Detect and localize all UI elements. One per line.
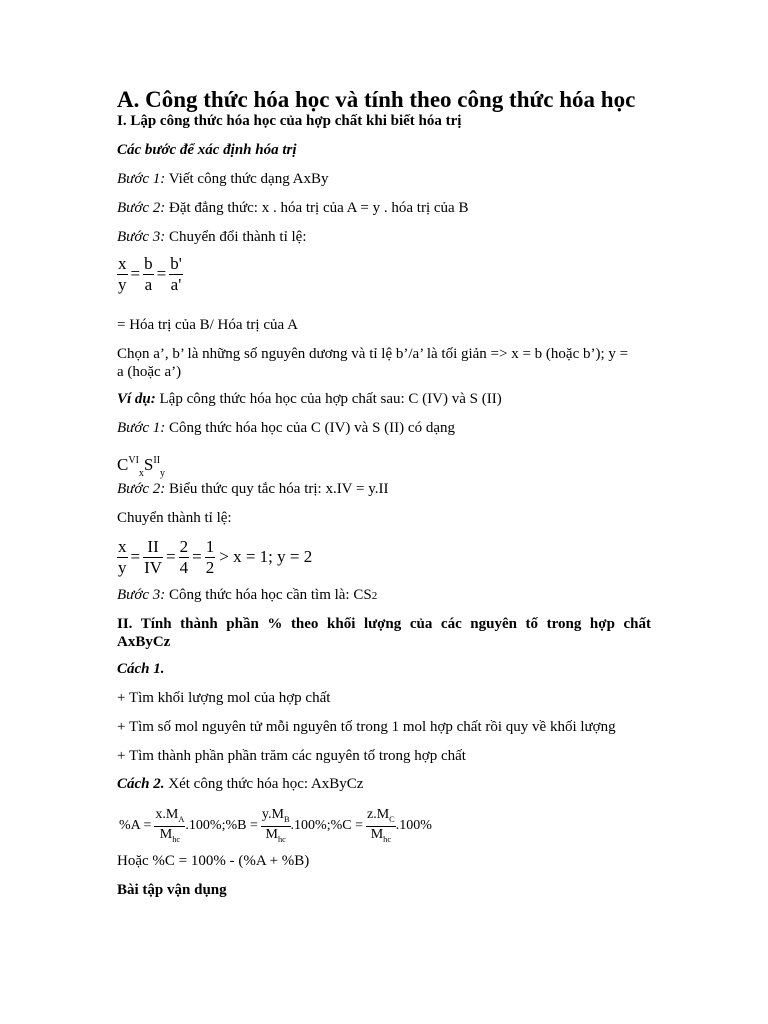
denominator — [159, 828, 181, 845]
alternative-formula: Hoặc %C = 100% - (%A + %B) — [117, 853, 310, 869]
percent-b-tail: .100%; — [290, 818, 331, 834]
step-2 — [117, 199, 651, 217]
choose-text-line-2: a (hoặc a’) — [117, 364, 182, 380]
ratio-formula-1 — [117, 255, 183, 294]
fraction-x-y — [117, 255, 128, 294]
example-step-3-label: Bước 3: — [117, 587, 166, 603]
equals-sign: = — [130, 264, 141, 284]
method-1-bullet-1: + Tìm khối lượng mol của hợp chất — [117, 690, 331, 706]
ratio-formula-2 — [117, 538, 315, 577]
fraction-1-2 — [205, 538, 216, 577]
equals-sign: = — [156, 264, 167, 284]
denominator — [370, 828, 392, 845]
percent-a-tail: .100%; — [185, 818, 226, 834]
equals-sign: = — [166, 547, 176, 567]
numerator: b' — [170, 254, 182, 273]
section-2-heading-line-1: II. Tính thành phần % theo khối lượng của các nguyên tố trong hợp chất — [117, 616, 651, 632]
denominator: y — [118, 274, 127, 294]
fraction-bp-ap — [169, 255, 183, 294]
fraction-b — [261, 808, 291, 844]
denominator: a' — [170, 274, 182, 294]
denominator-text: M — [370, 826, 384, 842]
section-2-heading-line-2: AxByCz — [117, 634, 171, 650]
numerator: II — [147, 537, 159, 556]
denominator-subscript: hc — [277, 834, 286, 844]
example-step-1-text: Công thức hóa học của C (IV) và S (II) có dạng — [165, 420, 455, 436]
percent-a-label: %A = — [119, 818, 152, 834]
step-1 — [117, 170, 651, 188]
numerator — [154, 808, 185, 825]
denominator-text: M — [159, 826, 173, 842]
example-step-1 — [117, 419, 651, 437]
denominator-subscript: hc — [383, 834, 392, 844]
example-step-3 — [117, 586, 651, 605]
valence-c: VI — [128, 455, 139, 466]
choose-text-line-1: Chọn a’, b’ là những số nguyên dương và tỉ lệ b’/a’ là tối giản => x = b (hoặc b’); y = — [117, 346, 629, 362]
example-text: Lập công thức hóa học của hợp chất sau: C (IV) và S (II) — [155, 391, 502, 407]
percent-c-label: %C = — [330, 818, 363, 834]
valence-s: II — [153, 455, 161, 466]
denominator: IV — [144, 557, 163, 577]
method-2-text: Xét công thức hóa học: AxByCz — [164, 776, 364, 792]
step-3-label: Bước 3: — [117, 229, 166, 245]
method-2 — [117, 775, 651, 793]
step-1-label: Bước 1: — [117, 171, 166, 187]
numerator-text: y.M — [261, 807, 284, 822]
convert-text: Chuyển thành tỉ lệ: — [117, 510, 232, 526]
denominator: 2 — [205, 557, 215, 577]
result-text: > x = 1; y = 2 — [219, 547, 313, 567]
percent-b-label: %B = — [225, 818, 258, 834]
equals-sign: = — [192, 547, 202, 567]
section-1-heading: I. Lập công thức hóa học của hợp chất khi biết hóa trị — [117, 113, 462, 129]
subscript-x: x — [138, 468, 144, 479]
denominator: a — [144, 274, 153, 294]
method-1-bullet-2: + Tìm số mol nguyên tử mỗi nguyên tố trong 1 mol hợp chất rồi quy về khối lượng — [117, 719, 616, 735]
example-label: Ví dụ: — [117, 391, 156, 407]
numerator — [366, 808, 396, 825]
example-step-1-label: Bước 1: — [117, 420, 166, 436]
numerator: 1 — [205, 537, 215, 556]
numerator: x — [118, 537, 127, 556]
denominator — [265, 828, 287, 845]
numerator: x — [118, 254, 127, 273]
numerator-text: x.M — [155, 807, 179, 822]
step-3 — [117, 228, 651, 246]
fraction-x-y — [117, 538, 128, 577]
example-step-2-text: Biểu thức quy tắc hóa trị: x.IV = y.II — [165, 481, 389, 497]
step-2-label: Bước 2: — [117, 200, 166, 216]
method-1-bullet-3: + Tìm thành phần phần trăm các nguyên tố trong hợp chất — [117, 748, 466, 764]
fraction-ii-iv — [143, 538, 163, 577]
numerator-text: z.M — [367, 807, 390, 822]
fraction-b-a — [143, 255, 154, 294]
numerator: 2 — [179, 537, 189, 556]
method-2-label: Cách 2. — [117, 776, 165, 792]
numerator — [261, 808, 291, 825]
numerator-subscript: C — [389, 814, 395, 824]
page-title: A. Công thức hóa học và tính theo công thức hóa học — [117, 87, 636, 112]
step-2-text: Đặt đẳng thức: x . hóa trị của A = y . hóa trị của B — [165, 200, 469, 216]
numerator: b — [144, 254, 153, 273]
percent-formula — [119, 808, 432, 844]
example-step-2-label: Bước 2: — [117, 481, 166, 497]
fraction-2-4 — [179, 538, 190, 577]
numerator-subscript: B — [283, 814, 290, 824]
element-c: C — [117, 455, 129, 474]
fraction-a — [154, 808, 185, 844]
ratio-note: = Hóa trị của B/ Hóa trị của A — [117, 317, 298, 333]
step-3-text: Chuyển đổi thành tỉ lệ: — [165, 229, 307, 245]
denominator: y — [118, 557, 127, 577]
example-step-3-subscript: 2 — [371, 590, 378, 602]
denominator-subscript: hc — [172, 834, 181, 844]
example-step-2 — [117, 480, 651, 498]
denominator: 4 — [179, 557, 189, 577]
subscript-y: y — [160, 468, 166, 479]
fraction-c — [366, 808, 396, 844]
element-s: S — [143, 455, 154, 474]
steps-subheading: Các bước để xác định hóa trị — [117, 142, 297, 158]
example-step-3-text: Công thức hóa học cần tìm là: CS — [165, 587, 372, 603]
example — [117, 390, 651, 408]
step-1-text: Viết công thức dạng AxBy — [165, 171, 329, 187]
numerator-subscript: A — [178, 814, 185, 824]
exercise-heading: Bài tập vận dụng — [117, 882, 227, 898]
denominator-text: M — [265, 826, 278, 842]
percent-c-tail: .100% — [395, 818, 432, 834]
equals-sign: = — [130, 547, 141, 567]
method-1-label: Cách 1. — [117, 661, 165, 677]
